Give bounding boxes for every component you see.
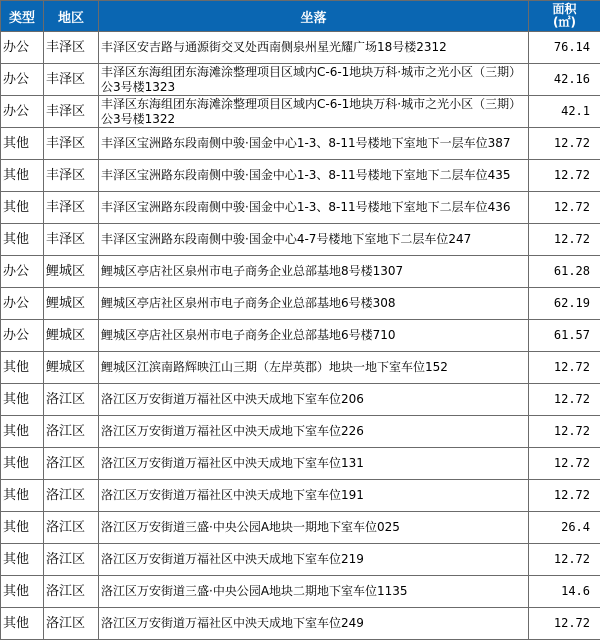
cell-region: 洛江区 [44, 416, 99, 448]
cell-area: 12.72 [529, 128, 600, 160]
cell-area: 12.72 [529, 416, 600, 448]
cell-area: 61.28 [529, 256, 600, 288]
table-row [1, 160, 600, 192]
header-location: 坐落 [99, 1, 529, 32]
cell-area: 12.72 [529, 480, 600, 512]
cell-location: 丰泽区东海组团东海滩涂整理项目区域内C-6-1地块万科·城市之光小区（三期）公3号楼1323 [99, 64, 529, 96]
cell-region: 丰泽区 [44, 224, 99, 256]
cell-region: 洛江区 [44, 576, 99, 608]
cell-location: 丰泽区宝洲路东段南侧中骏·国金中心1-3、8-11号楼地下室地下一层车位387 [99, 128, 529, 160]
cell-location: 丰泽区宝洲路东段南侧中骏·国金中心4-7号楼地下室地下二层车位247 [99, 224, 529, 256]
cell-region: 鲤城区 [44, 320, 99, 352]
table-row [1, 416, 600, 448]
cell-type: 办公 [1, 320, 44, 352]
cell-location: 丰泽区东海组团东海滩涂整理项目区域内C-6-1地块万科·城市之光小区（三期）公3号楼1322 [99, 96, 529, 128]
table-row [1, 576, 600, 608]
cell-region: 丰泽区 [44, 32, 99, 64]
cell-region: 丰泽区 [44, 64, 99, 96]
cell-area: 12.72 [529, 224, 600, 256]
cell-type: 其他 [1, 448, 44, 480]
cell-area: 42.1 [529, 96, 600, 128]
cell-location: 鲤城区江滨南路辉映江山三期（左岸英郡）地块一地下室车位152 [99, 352, 529, 384]
cell-region: 鲤城区 [44, 288, 99, 320]
cell-region: 丰泽区 [44, 96, 99, 128]
table-row [1, 512, 600, 544]
cell-location: 洛江区万安街道万福社区中泱天成地下室车位226 [99, 416, 529, 448]
cell-region: 洛江区 [44, 608, 99, 640]
cell-type: 其他 [1, 544, 44, 576]
cell-location: 洛江区万安街道万福社区中泱天成地下室车位219 [99, 544, 529, 576]
cell-type: 其他 [1, 576, 44, 608]
table-row [1, 256, 600, 288]
cell-region: 鲤城区 [44, 352, 99, 384]
header-region: 地区 [44, 1, 99, 32]
cell-area: 12.72 [529, 160, 600, 192]
cell-area: 26.4 [529, 512, 600, 544]
cell-type: 其他 [1, 160, 44, 192]
cell-location: 鲤城区亭店社区泉州市电子商务企业总部基地6号楼710 [99, 320, 529, 352]
table-row [1, 96, 600, 128]
cell-type: 其他 [1, 480, 44, 512]
cell-location: 洛江区万安街道万福社区中泱天成地下室车位249 [99, 608, 529, 640]
header-type: 类型 [1, 1, 44, 32]
table-row [1, 544, 600, 576]
cell-type: 其他 [1, 512, 44, 544]
cell-location: 洛江区万安街道三盛·中央公园A地块一期地下室车位025 [99, 512, 529, 544]
cell-area: 62.19 [529, 288, 600, 320]
cell-type: 其他 [1, 416, 44, 448]
cell-area: 12.72 [529, 384, 600, 416]
cell-type: 其他 [1, 192, 44, 224]
cell-area: 76.14 [529, 32, 600, 64]
cell-location: 鲤城区亭店社区泉州市电子商务企业总部基地8号楼1307 [99, 256, 529, 288]
cell-area: 12.72 [529, 192, 600, 224]
table-row [1, 480, 600, 512]
table-row [1, 224, 600, 256]
table-row [1, 352, 600, 384]
cell-region: 洛江区 [44, 480, 99, 512]
cell-type: 其他 [1, 384, 44, 416]
cell-region: 丰泽区 [44, 160, 99, 192]
cell-location: 丰泽区宝洲路东段南侧中骏·国金中心1-3、8-11号楼地下室地下二层车位436 [99, 192, 529, 224]
table-row [1, 608, 600, 640]
cell-region: 丰泽区 [44, 128, 99, 160]
table-row [1, 288, 600, 320]
cell-region: 丰泽区 [44, 192, 99, 224]
cell-location: 丰泽区安吉路与通源街交叉处西南侧泉州星光耀广场18号楼2312 [99, 32, 529, 64]
cell-location: 丰泽区宝洲路东段南侧中骏·国金中心1-3、8-11号楼地下室地下二层车位435 [99, 160, 529, 192]
table-header-row [1, 1, 600, 32]
cell-type: 办公 [1, 96, 44, 128]
cell-type: 其他 [1, 608, 44, 640]
cell-region: 洛江区 [44, 544, 99, 576]
table-row [1, 32, 600, 64]
cell-location: 洛江区万安街道万福社区中泱天成地下室车位131 [99, 448, 529, 480]
header-area [529, 1, 600, 32]
cell-type: 其他 [1, 128, 44, 160]
cell-location: 洛江区万安街道三盛·中央公园A地块二期地下室车位1135 [99, 576, 529, 608]
header-area-label: 面积 [552, 2, 576, 16]
cell-type: 办公 [1, 288, 44, 320]
table-row [1, 320, 600, 352]
cell-region: 鲤城区 [44, 256, 99, 288]
table-row [1, 192, 600, 224]
cell-location: 鲤城区亭店社区泉州市电子商务企业总部基地6号楼308 [99, 288, 529, 320]
cell-region: 洛江区 [44, 512, 99, 544]
cell-area: 61.57 [529, 320, 600, 352]
cell-area: 12.72 [529, 544, 600, 576]
table-row [1, 64, 600, 96]
header-area-unit: (㎡) [553, 15, 576, 29]
cell-region: 洛江区 [44, 448, 99, 480]
table-row [1, 448, 600, 480]
cell-type: 其他 [1, 352, 44, 384]
cell-area: 12.72 [529, 448, 600, 480]
cell-type: 其他 [1, 224, 44, 256]
cell-region: 洛江区 [44, 384, 99, 416]
table-row [1, 128, 600, 160]
cell-area: 12.72 [529, 608, 600, 640]
cell-area: 14.6 [529, 576, 600, 608]
cell-area: 12.72 [529, 352, 600, 384]
cell-area: 42.16 [529, 64, 600, 96]
cell-type: 办公 [1, 32, 44, 64]
table-row [1, 384, 600, 416]
cell-location: 洛江区万安街道万福社区中泱天成地下室车位191 [99, 480, 529, 512]
cell-location: 洛江区万安街道万福社区中泱天成地下室车位206 [99, 384, 529, 416]
cell-type: 办公 [1, 256, 44, 288]
cell-type: 办公 [1, 64, 44, 96]
